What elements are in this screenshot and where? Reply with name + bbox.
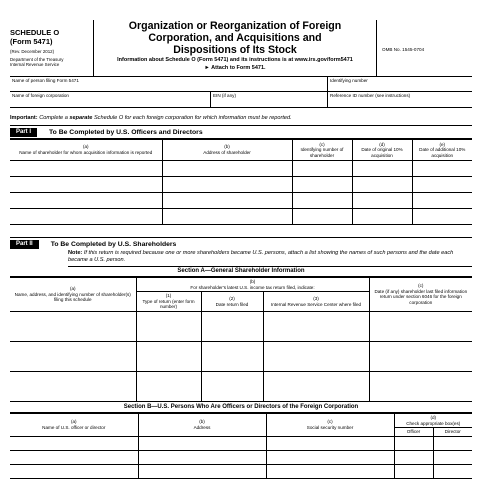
col-text: Internal Revenue Service Center where filed	[270, 301, 362, 307]
section-b-col-b	[138, 413, 266, 436]
col-text: For shareholder's latest U.S. income tax return filed, indicate:	[190, 284, 315, 290]
cell[interactable]	[412, 177, 472, 193]
col-text: Name of U.S. officer or director	[42, 424, 106, 430]
col-letter: (e)	[439, 141, 446, 147]
cell[interactable]	[263, 371, 369, 401]
important-lead: Important:	[10, 115, 38, 121]
cell[interactable]	[10, 341, 136, 371]
cell[interactable]	[10, 193, 162, 209]
col-text: Date return filed	[215, 301, 249, 307]
col-text: Address	[193, 424, 211, 430]
cell[interactable]	[292, 209, 352, 225]
section-a-data-row	[10, 341, 472, 371]
cell[interactable]	[10, 311, 136, 341]
note-text: If this return is required because one or more shareholders became U.S. persons, attach a list showing the names of such persons and the date each became a U.S. person.	[68, 250, 454, 263]
schedule-name: SCHEDULE O	[10, 28, 60, 37]
officer-checkbox[interactable]	[394, 436, 433, 450]
cell[interactable]	[162, 193, 292, 209]
part1-title: To Be Completed by U.S. Officers and Directors	[49, 128, 203, 136]
form-page	[10, 0, 472, 479]
col-letter: (b)	[249, 279, 256, 284]
form-number: (Form 5471)	[10, 37, 53, 46]
col-letter: (a)	[69, 286, 76, 292]
col-letter: (b)	[199, 419, 205, 425]
reference-id-label: Reference ID number (see instructions)	[330, 93, 411, 98]
section-a-col-a	[10, 278, 136, 312]
part1-data-row	[10, 193, 472, 209]
foreign-corp-label: Name of foreign corporation	[12, 93, 69, 98]
part1-col-b	[162, 140, 292, 161]
col-letter: (a)	[70, 419, 77, 425]
cell[interactable]	[138, 464, 266, 478]
identifying-number-field[interactable]	[327, 77, 472, 91]
part1-label: Part I	[10, 128, 37, 137]
agency: Internal Revenue Service	[10, 62, 60, 68]
section-b-data-row	[10, 450, 472, 464]
col-text: Date (if any) shareholder last filed information return under section 6046 for the foreign corporation	[374, 288, 468, 306]
important-note	[10, 108, 472, 126]
cell[interactable]	[10, 464, 138, 478]
omb-number: OMB No. 1545-0704	[382, 47, 425, 52]
part1-data-row	[10, 177, 472, 193]
form-title-line2: Corporation, and Acquisitions and	[148, 32, 322, 44]
section-b-title: Section B—U.S. Persons Who Are Officers or Directors of the Foreign Corporation	[10, 402, 472, 413]
col-text: Social security number	[306, 424, 354, 430]
section-b-table	[10, 413, 472, 479]
col-letter: (d)	[379, 141, 385, 147]
part1-heading	[10, 126, 472, 139]
section-b-data-row	[10, 464, 472, 478]
identifying-number-label: Identifying number	[330, 78, 368, 83]
cell[interactable]	[292, 161, 352, 177]
form-header	[10, 20, 472, 77]
col-text: Identifying number of shareholder	[300, 147, 344, 158]
section-a-head-row1	[10, 278, 472, 292]
director-checkbox[interactable]	[433, 450, 472, 464]
cell[interactable]	[412, 209, 472, 225]
part1-col-c	[292, 140, 352, 161]
cell[interactable]	[266, 450, 394, 464]
filer-row	[10, 77, 472, 92]
cell[interactable]	[10, 450, 138, 464]
cell[interactable]	[412, 193, 472, 209]
col-letter: (c)	[327, 419, 333, 425]
ein-field[interactable]	[210, 92, 327, 107]
director-checkbox[interactable]	[433, 436, 472, 450]
cell[interactable]	[369, 371, 472, 401]
part2-label: Part II	[10, 240, 39, 249]
part1-table	[10, 139, 472, 225]
section-b-data-row	[10, 436, 472, 450]
section-a-col-b	[136, 278, 369, 292]
section-b-col-d	[394, 413, 472, 427]
part2-heading	[10, 237, 472, 250]
cell[interactable]	[10, 177, 162, 193]
cell[interactable]	[10, 161, 162, 177]
corporation-row	[10, 92, 472, 108]
section-a-col-b3	[263, 292, 369, 312]
cell[interactable]	[138, 436, 266, 450]
cell[interactable]	[10, 371, 136, 401]
section-a-table	[10, 277, 472, 402]
form-title-box	[94, 20, 376, 76]
col-text: Check appropriate box(es)	[406, 420, 461, 426]
schedule-id-box	[10, 20, 94, 76]
officer-checkbox[interactable]	[394, 464, 433, 478]
important-text-b: Schedule O for each foreign corporation for which information must be reported.	[92, 115, 292, 121]
cell[interactable]	[266, 464, 394, 478]
part1-header-row	[10, 140, 472, 161]
important-separate: separate	[69, 115, 93, 121]
cell[interactable]	[136, 371, 201, 401]
section-a-col-c	[369, 278, 472, 312]
col-letter: (3)	[313, 295, 319, 301]
info-line: Information about Schedule O (Form 5471) and its instructions is at www.irs.gov/form5471	[117, 57, 353, 63]
section-b-col-a	[10, 413, 138, 436]
ein-label: EIN (if any)	[213, 93, 236, 98]
cell[interactable]	[201, 371, 263, 401]
cell[interactable]	[263, 311, 369, 341]
cell[interactable]	[201, 341, 263, 371]
col-letter: (b)	[224, 144, 230, 150]
part1-data-row	[10, 209, 472, 225]
col-text: Date of original 10% acquisition	[361, 147, 403, 158]
col-letter: (1)	[165, 293, 172, 299]
col-letter: (d)	[430, 414, 437, 420]
part2-note	[68, 250, 472, 267]
cell[interactable]	[10, 209, 162, 225]
section-b-head-row1	[10, 413, 472, 427]
part1-data-row	[10, 161, 472, 177]
section-a-title: Section A—General Shareholder Information	[10, 267, 472, 277]
cell[interactable]	[263, 341, 369, 371]
section-a-data-row	[10, 371, 472, 401]
director-column: Director	[433, 428, 472, 437]
cell[interactable]	[369, 311, 472, 341]
cell[interactable]	[136, 341, 201, 371]
cell[interactable]	[369, 341, 472, 371]
omb-box	[376, 20, 472, 76]
revision-date: (Rev. December 2012)	[10, 49, 55, 54]
col-text: Type of return (enter form number)	[142, 298, 195, 310]
cell[interactable]	[162, 209, 292, 225]
part1-col-e	[412, 140, 472, 161]
cell[interactable]	[162, 177, 292, 193]
section-a-data-row	[10, 311, 472, 341]
cell[interactable]	[136, 311, 201, 341]
cell[interactable]	[352, 193, 412, 209]
col-text: Date of additional 10% acquisition	[419, 147, 466, 158]
cell[interactable]	[201, 311, 263, 341]
section-a-col-b1	[136, 292, 201, 312]
department: Department of the Treasury	[10, 56, 64, 62]
col-letter: (c)	[319, 141, 325, 147]
foreign-corp-field[interactable]	[10, 92, 210, 107]
cell[interactable]	[352, 161, 412, 177]
col-text: Name of shareholder for whom acquisition information is reported	[19, 150, 153, 155]
cell[interactable]	[138, 450, 266, 464]
cell[interactable]	[162, 161, 292, 177]
col-letter: (c)	[418, 283, 424, 289]
important-text-a: Complete a	[37, 115, 70, 121]
cell[interactable]	[292, 193, 352, 209]
section-b-col-c	[266, 413, 394, 436]
col-text: Address of shareholder	[203, 150, 251, 155]
form-title-line1: Organization or Reorganization of Foreign	[128, 20, 342, 32]
col-text: Name, address, and identifying number of shareholder(s) filing this schedule	[14, 291, 131, 303]
reference-id-field[interactable]	[327, 92, 472, 107]
part2-title: To Be Completed by U.S. Shareholders	[50, 241, 177, 248]
cell[interactable]	[352, 209, 412, 225]
cell[interactable]	[292, 177, 352, 193]
section-a-col-b2	[201, 292, 263, 312]
cell[interactable]	[352, 177, 412, 193]
attach-line: ► Attach to Form 5471.	[204, 64, 266, 71]
part1-col-a	[10, 140, 162, 161]
cell[interactable]	[412, 161, 472, 177]
part1-col-d	[352, 140, 412, 161]
director-checkbox[interactable]	[433, 464, 472, 478]
officer-checkbox[interactable]	[394, 450, 433, 464]
note-lead: Note:	[68, 250, 83, 256]
col-letter: (2)	[229, 295, 235, 301]
officer-column: Officer	[394, 428, 433, 437]
col-letter: (a)	[82, 144, 89, 150]
name-filing-field[interactable]	[10, 77, 327, 91]
cell[interactable]	[10, 436, 138, 450]
form-title-line3: Dispositions of Its Stock	[173, 44, 297, 56]
name-filing-label: Name of person filing Form 5471	[12, 78, 79, 83]
cell[interactable]	[266, 436, 394, 450]
